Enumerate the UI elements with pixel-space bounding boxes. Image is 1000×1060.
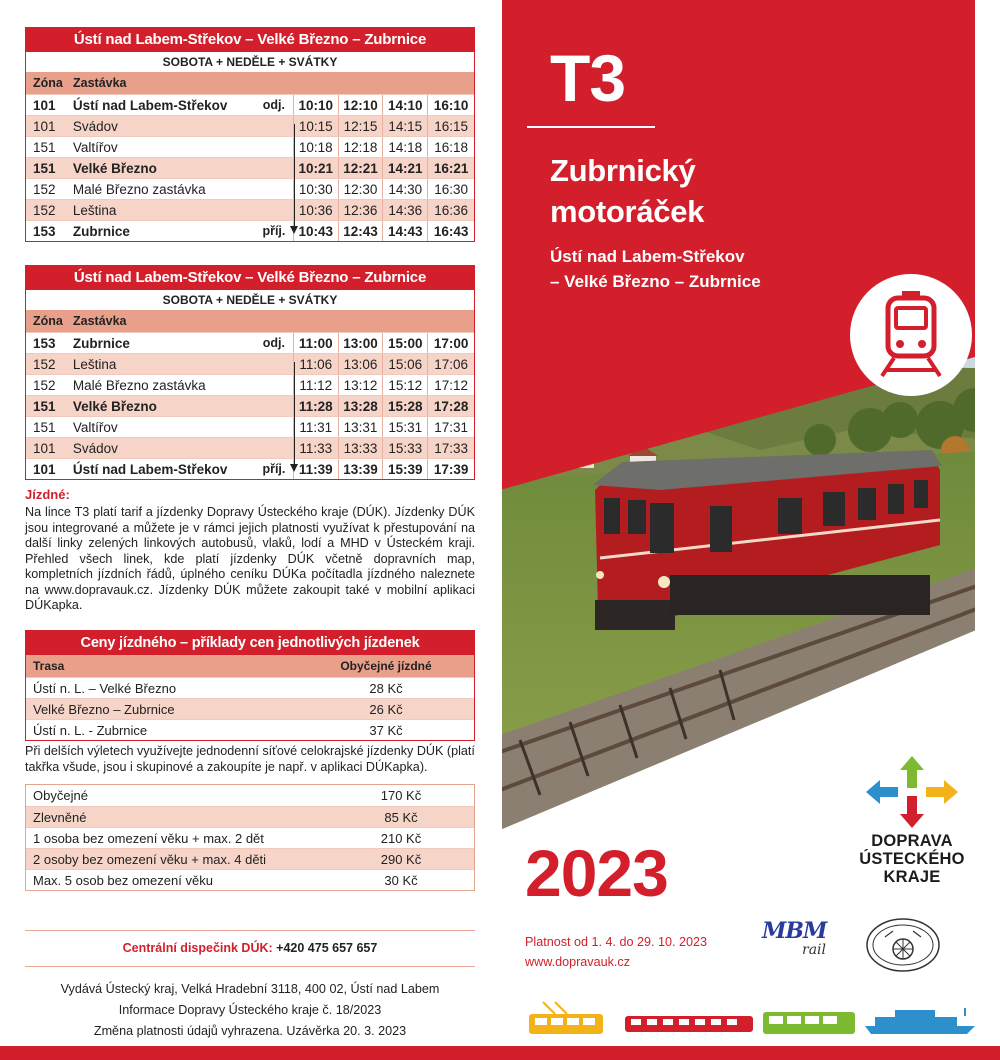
col-zone: Zóna bbox=[33, 76, 63, 90]
time-cell: 17:12 bbox=[427, 375, 474, 395]
timetable-row bbox=[26, 136, 474, 157]
timetable-row bbox=[26, 199, 474, 220]
time-cell: 17:00 bbox=[427, 333, 474, 353]
ticket-price-cell: 170 Kč bbox=[380, 788, 422, 803]
time-cell: 15:39 bbox=[382, 459, 427, 479]
timetable-outbound-days: SOBOTA + NEDĚLE + SVÁTKY bbox=[162, 55, 338, 69]
cover-title-line-2: motoráček bbox=[550, 194, 705, 229]
stop-cell: Leština bbox=[72, 357, 117, 372]
ticket-name-cell: 1 osoba bez omezení věku + max. 2 dět bbox=[33, 831, 264, 846]
time-cell: 10:10 bbox=[293, 95, 338, 115]
timetable-outbound-title: Ústí nad Labem-Střekov – Velké Březno – Zubrnice bbox=[26, 28, 474, 52]
time-cell: 11:39 bbox=[293, 459, 338, 479]
time-cell: 13:12 bbox=[338, 375, 383, 395]
time-cell: 14:18 bbox=[382, 137, 427, 157]
timetable-row bbox=[26, 220, 474, 241]
train-pictogram-icon bbox=[625, 1016, 753, 1032]
validity-info bbox=[525, 932, 707, 972]
col-price: Obyčejné jízdné bbox=[340, 659, 432, 673]
time-cell: 17:31 bbox=[427, 417, 474, 437]
time-cell: 11:31 bbox=[293, 417, 338, 437]
time-cell: 13:28 bbox=[338, 396, 383, 416]
zone-cell: 151 bbox=[33, 420, 56, 435]
time-cell: 17:28 bbox=[427, 396, 474, 416]
time-cell: 12:43 bbox=[338, 221, 383, 241]
time-cell: 10:15 bbox=[293, 116, 338, 136]
departure-arrival-flag bbox=[255, 200, 293, 220]
cover-title bbox=[550, 150, 704, 232]
cover-red-shape bbox=[500, 0, 1000, 830]
timetable-row bbox=[26, 437, 474, 458]
direction-arrow-icon bbox=[290, 464, 298, 472]
col-route: Trasa bbox=[33, 659, 65, 673]
route-cell: Ústí n. L. – Velké Březno bbox=[33, 681, 177, 696]
fares-text: Na lince T3 platí tarif a jízdenky Dopravy Ústeckého kraje (DÚK). Jízdenky DÚK jsou integrované a můžete je v rámci jejich platnosti využívat k přestupování na další linky zelených linkových autobusů, vlaků, lodí a MHD v Ústeckém kraji. Přehled všech linek, kde platí jízdenky DÚK včetně dopravních map, kompletních jízdních řádů, úplného ceníku DÚKa počítadla jízdného naleznete na www.dopravauk.cz. Jízdenky DÚK můžete zakoupit také v mobilní aplikaci DÚKapka. bbox=[25, 505, 475, 612]
price-row bbox=[26, 677, 474, 698]
direction-arrow-icon bbox=[290, 226, 298, 234]
price-cell: 37 Kč bbox=[369, 723, 403, 738]
time-cell: 10:43 bbox=[293, 221, 338, 241]
publisher-line-1: Vydává Ústecký kraj, Velká Hradební 3118, 400 02, Ústí nad Labem bbox=[60, 982, 440, 996]
ticket-name-cell: Zlevněné bbox=[33, 810, 87, 825]
ship-icon bbox=[865, 1008, 975, 1034]
time-cell: 15:33 bbox=[382, 438, 427, 458]
departure-arrival-flag bbox=[255, 438, 293, 458]
stop-cell: Valtířov bbox=[72, 420, 118, 435]
daily-ticket-text: Při delších výletech využívejte jednodenní síťové celokrajské jízdenky DÚK (platí takřka všude, jsou i skupinové a zakoupíte je např. v aplikaci DÚKapka). bbox=[25, 744, 475, 774]
price-cell: 26 Kč bbox=[369, 702, 403, 717]
zone-cell: 152 bbox=[33, 378, 56, 393]
stop-cell: Leština bbox=[72, 203, 117, 218]
ticket-price-cell: 290 Kč bbox=[380, 852, 422, 867]
ticket-name-cell: Max. 5 osob bez omezení věku bbox=[33, 873, 213, 888]
duk-logo-icon bbox=[862, 752, 962, 832]
time-cell: 14:10 bbox=[382, 95, 427, 115]
stop-cell: Malé Březno zastávka bbox=[72, 378, 206, 393]
price-table bbox=[25, 630, 475, 741]
stop-cell: Valtířov bbox=[72, 140, 118, 155]
daily-ticket-table bbox=[25, 784, 475, 891]
cover-title-line-1: Zubrnický bbox=[550, 153, 696, 188]
trolleybus-icon bbox=[529, 1002, 603, 1034]
ticket-price-cell: 30 Kč bbox=[384, 873, 418, 888]
mbm-rail-logo: MBM bbox=[762, 918, 827, 944]
price-table-title: Ceny jízdného – příklady cen jednotlivých jízdenek bbox=[26, 631, 474, 655]
time-cell: 17:06 bbox=[427, 354, 474, 374]
fares-heading: Jízdné: bbox=[25, 487, 70, 502]
timetable-return bbox=[25, 265, 475, 480]
zone-cell: 101 bbox=[33, 462, 56, 477]
timetable-return-title: Ústí nad Labem-Střekov – Velké Březno – Zubrnice bbox=[26, 266, 474, 290]
train-icon bbox=[850, 274, 972, 396]
time-cell: 16:36 bbox=[427, 200, 474, 220]
cover-subtitle-line-2: – Velké Březno – Zubrnice bbox=[550, 272, 761, 291]
stop-cell: Zubrnice bbox=[72, 336, 130, 351]
departure-arrival-flag bbox=[255, 396, 293, 416]
time-cell: 12:30 bbox=[338, 179, 383, 199]
divider bbox=[25, 966, 475, 967]
time-cell: 16:18 bbox=[427, 137, 474, 157]
ticket-price-cell: 85 Kč bbox=[384, 810, 418, 825]
zone-cell: 151 bbox=[33, 140, 56, 155]
departure-arrival-flag bbox=[255, 354, 293, 374]
daily-ticket-row bbox=[26, 806, 474, 827]
departure-arrival-flag bbox=[255, 375, 293, 395]
daily-ticket-row bbox=[26, 869, 474, 890]
ticket-name-cell: Obyčejné bbox=[33, 788, 88, 803]
time-cell: 17:39 bbox=[427, 459, 474, 479]
publisher-line-3: Změna platnosti údajů vyhrazena. Uzávěrka 20. 3. 2023 bbox=[93, 1024, 407, 1038]
timetable-outbound bbox=[25, 27, 475, 242]
year: 2023 bbox=[525, 836, 668, 910]
time-cell: 14:15 bbox=[382, 116, 427, 136]
duk-text-line-2: ÚSTECKÉHO bbox=[859, 850, 965, 868]
zone-cell: 101 bbox=[33, 441, 56, 456]
stop-cell: Velké Březno bbox=[72, 161, 157, 176]
time-cell: 12:10 bbox=[338, 95, 383, 115]
timetable-row bbox=[26, 115, 474, 136]
time-cell: 16:30 bbox=[427, 179, 474, 199]
timetable-row bbox=[26, 353, 474, 374]
stop-cell: Velké Březno bbox=[72, 399, 157, 414]
time-cell: 14:21 bbox=[382, 158, 427, 178]
time-cell: 10:18 bbox=[293, 137, 338, 157]
time-cell: 10:36 bbox=[293, 200, 338, 220]
stop-cell: Svádov bbox=[72, 119, 118, 134]
website-link[interactable]: www.dopravauk.cz bbox=[525, 955, 630, 969]
departure-arrival-flag: příj. bbox=[262, 224, 286, 238]
departure-arrival-flag bbox=[255, 417, 293, 437]
departure-arrival-flag: odj. bbox=[262, 336, 285, 350]
departure-arrival-flag bbox=[255, 179, 293, 199]
publisher-line-2: Informace Dopravy Ústeckého kraje č. 18/2023 bbox=[118, 1003, 382, 1017]
time-cell: 14:36 bbox=[382, 200, 427, 220]
zone-cell: 152 bbox=[33, 203, 56, 218]
time-cell: 15:12 bbox=[382, 375, 427, 395]
time-cell: 13:33 bbox=[338, 438, 383, 458]
dispatch-line bbox=[25, 941, 475, 955]
departure-arrival-flag: příj. bbox=[262, 462, 286, 476]
zone-cell: 152 bbox=[33, 182, 56, 197]
bottom-red-bar bbox=[0, 1046, 1000, 1060]
col-zone: Zóna bbox=[33, 314, 63, 328]
time-cell: 16:43 bbox=[427, 221, 474, 241]
zone-cell: 153 bbox=[33, 224, 56, 239]
time-cell: 11:00 bbox=[293, 333, 338, 353]
time-cell: 13:00 bbox=[338, 333, 383, 353]
timetable-row bbox=[26, 157, 474, 178]
col-stop: Zastávka bbox=[73, 76, 127, 90]
publisher-info bbox=[25, 979, 475, 1042]
time-cell: 10:21 bbox=[293, 158, 338, 178]
daily-ticket-row bbox=[26, 848, 474, 869]
price-row bbox=[26, 719, 474, 740]
route-cell: Velké Březno – Zubrnice bbox=[33, 702, 175, 717]
zone-cell: 151 bbox=[33, 399, 56, 414]
zone-cell: 101 bbox=[33, 119, 56, 134]
time-cell: 12:18 bbox=[338, 137, 383, 157]
divider bbox=[25, 930, 475, 931]
time-cell: 11:33 bbox=[293, 438, 338, 458]
line-code: T3 bbox=[550, 41, 626, 115]
zone-cell: 151 bbox=[33, 161, 56, 176]
departure-arrival-flag bbox=[255, 158, 293, 178]
train-icon-badge bbox=[850, 274, 972, 396]
timetable-row bbox=[26, 416, 474, 437]
vehicle-pictograms bbox=[525, 998, 980, 1038]
time-cell: 14:43 bbox=[382, 221, 427, 241]
dispatch-label: Centrální dispečink DÚK: bbox=[122, 941, 273, 955]
time-cell: 16:21 bbox=[427, 158, 474, 178]
direction-arrow-line bbox=[294, 124, 295, 228]
time-cell: 11:06 bbox=[293, 354, 338, 374]
cover-panel bbox=[500, 0, 1000, 1060]
price-cell: 28 Kč bbox=[369, 681, 403, 696]
zone-cell: 101 bbox=[33, 98, 56, 113]
price-row bbox=[26, 698, 474, 719]
validity-period: Platnost od 1. 4. do 29. 10. 2023 bbox=[525, 935, 708, 949]
ticket-price-cell: 210 Kč bbox=[380, 831, 422, 846]
stop-cell: Svádov bbox=[72, 441, 118, 456]
time-cell: 17:33 bbox=[427, 438, 474, 458]
museum-railway-logo bbox=[863, 915, 943, 975]
time-cell: 14:30 bbox=[382, 179, 427, 199]
daily-ticket-row bbox=[26, 785, 474, 806]
zone-cell: 153 bbox=[33, 336, 56, 351]
time-cell: 15:00 bbox=[382, 333, 427, 353]
time-cell: 11:12 bbox=[293, 375, 338, 395]
time-cell: 16:10 bbox=[427, 95, 474, 115]
timetable-outbound-header bbox=[26, 72, 474, 94]
stop-cell: Malé Březno zastávka bbox=[72, 182, 206, 197]
duk-text-line-3: KRAJE bbox=[883, 868, 941, 886]
stop-cell: Ústí nad Labem-Střekov bbox=[72, 462, 228, 477]
departure-arrival-flag bbox=[255, 116, 293, 136]
timetable-row bbox=[26, 178, 474, 199]
time-cell: 13:39 bbox=[338, 459, 383, 479]
departure-arrival-flag: odj. bbox=[262, 98, 285, 112]
stop-cell: Ústí nad Labem-Střekov bbox=[72, 98, 228, 113]
timetable-return-header bbox=[26, 310, 474, 332]
zone-cell: 152 bbox=[33, 357, 56, 372]
mbm-rail-logo-sub: rail bbox=[802, 942, 826, 958]
bus-icon bbox=[763, 1012, 855, 1034]
duk-text-line-1: DOPRAVA bbox=[871, 832, 953, 850]
stop-cell: Zubrnice bbox=[72, 224, 130, 239]
time-cell: 15:31 bbox=[382, 417, 427, 437]
ticket-name-cell: 2 osoby bez omezení věku + max. 4 děti bbox=[33, 852, 267, 867]
time-cell: 12:21 bbox=[338, 158, 383, 178]
cover-subtitle-line-1: Ústí nad Labem-Střekov bbox=[550, 247, 745, 266]
time-cell: 10:30 bbox=[293, 179, 338, 199]
price-table-header bbox=[26, 655, 474, 677]
timetable-row bbox=[26, 395, 474, 416]
duk-logo-text bbox=[822, 832, 1000, 886]
time-cell: 16:15 bbox=[427, 116, 474, 136]
route-cell: Ústí n. L. - Zubrnice bbox=[33, 723, 148, 738]
daily-ticket-row bbox=[26, 827, 474, 848]
time-cell: 13:31 bbox=[338, 417, 383, 437]
time-cell: 12:15 bbox=[338, 116, 383, 136]
timetable-return-days: SOBOTA + NEDĚLE + SVÁTKY bbox=[162, 293, 338, 307]
timetable-row bbox=[26, 458, 474, 479]
col-stop: Zastávka bbox=[73, 314, 127, 328]
time-cell: 12:36 bbox=[338, 200, 383, 220]
timetable-row bbox=[26, 374, 474, 395]
dispatch-phone[interactable]: +420 475 657 657 bbox=[276, 941, 378, 955]
departure-arrival-flag bbox=[255, 137, 293, 157]
direction-arrow-line bbox=[294, 362, 295, 466]
title-divider bbox=[527, 126, 655, 128]
timetable-row bbox=[26, 94, 474, 115]
time-cell: 11:28 bbox=[293, 396, 338, 416]
timetable-row bbox=[26, 332, 474, 353]
time-cell: 13:06 bbox=[338, 354, 383, 374]
cover-subtitle bbox=[550, 244, 761, 294]
time-cell: 15:06 bbox=[382, 354, 427, 374]
time-cell: 15:28 bbox=[382, 396, 427, 416]
